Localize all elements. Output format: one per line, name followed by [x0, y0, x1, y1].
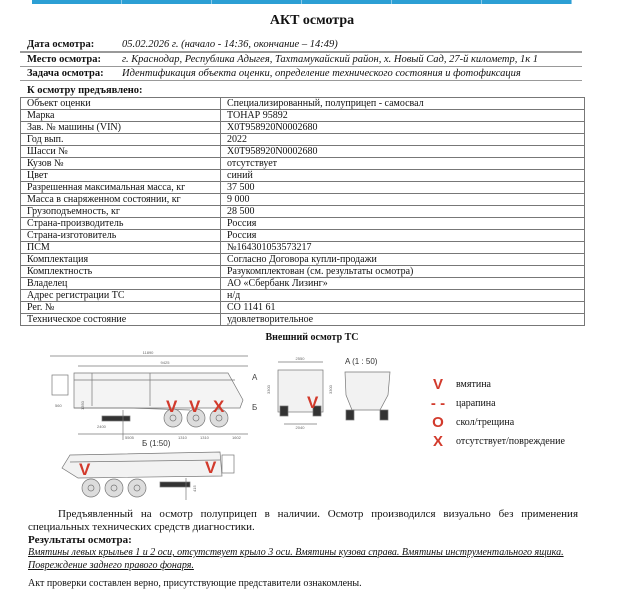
damage-mark-dent-axle1: V [166, 397, 178, 416]
row-value: Россия [221, 230, 585, 242]
row-value: №164301053573217 [221, 242, 585, 254]
table-row [21, 182, 585, 194]
diagram-subtitle: Внешний осмотр ТС [265, 332, 359, 343]
row-value: АО «Сбербанк Лизинг» [221, 278, 585, 290]
row-value: 37 500 [221, 182, 585, 194]
row-value: Разукомплектован (см. результаты осмотра) [221, 266, 585, 278]
legend-label: вмятина [456, 379, 491, 390]
row-value: 28 500 [221, 206, 585, 218]
legend-symbol-icon: O [432, 414, 444, 431]
rear-view [266, 356, 333, 430]
dim-width: 2550 [295, 356, 305, 361]
results-title: Результаты осмотра: [28, 534, 132, 546]
row-label: Рег. № [21, 302, 221, 314]
row-value: Согласно Договора купли-продажи [221, 254, 585, 266]
legend-item [420, 413, 565, 432]
row-label: Кузов № [21, 158, 221, 170]
view-b-label: Б (1:50) [142, 439, 171, 448]
row-value: синий [221, 170, 585, 182]
legend-label: царапина [456, 398, 496, 409]
document-title: АКТ осмотра [269, 13, 355, 28]
row-value: 2022 [221, 134, 585, 146]
dim-front-overhang: 560 [55, 403, 62, 408]
table-row [21, 158, 585, 170]
row-label: ПСМ [21, 242, 221, 254]
table-row [21, 290, 585, 302]
legend-item [420, 375, 565, 394]
dim-axle2: 1310 [200, 435, 209, 440]
row-label: Зав. № машины (VIN) [21, 122, 221, 134]
table-row [21, 278, 585, 290]
task-label: Задача осмотра: [27, 68, 104, 79]
dim-d1: 2400 [97, 424, 106, 429]
row-label: Шасси № [21, 146, 221, 158]
row-label: Комплектация [21, 254, 221, 266]
task-value: Идентификация объекта оценки, определение технического состояния и фотофиксация [122, 68, 521, 79]
row-label: Страна-производитель [21, 218, 221, 230]
header-row-task [20, 67, 582, 81]
row-value: 9 000 [221, 194, 585, 206]
legend-item [420, 394, 565, 413]
table-row [21, 242, 585, 254]
dim-height-2: 3300 [328, 385, 333, 394]
dim-small: 415 [192, 485, 197, 492]
table-row [21, 146, 585, 158]
results-text: Вмятины левых крыльев 1 и 2 оси, отсутствует крыло 3 оси. Вмятины кузова справа. Вмятины инструментального ящика. Повреждение заднего правого фонаря. [28, 547, 564, 571]
table-row [21, 218, 585, 230]
table-row [21, 230, 585, 242]
table-row [21, 302, 585, 314]
dim-body: 9425 [160, 360, 170, 365]
dim-overall: 11890 [142, 350, 154, 355]
view-a-label: A (1 : 50) [345, 357, 378, 366]
row-label: Цвет [21, 170, 221, 182]
row-label: Год вып. [21, 134, 221, 146]
table-row [21, 266, 585, 278]
inspection-header [20, 38, 582, 81]
row-value: X0T958920N0002680 [221, 122, 585, 134]
damage-mark-dent-body-right-2: V [205, 458, 217, 477]
damage-mark-dent-body-right-1: V [79, 460, 91, 479]
row-label: Адрес регистрации ТС [21, 290, 221, 302]
row-value: отсутствует [221, 158, 585, 170]
table-row [21, 194, 585, 206]
row-label: Разрешенная максимальная масса, кг [21, 182, 221, 194]
table-row [21, 206, 585, 218]
legend-item [420, 432, 565, 451]
date-label: Дата осмотра: [27, 39, 95, 50]
date-value: 05.02.2026 г. (начало - 14:36, окончание – 14:49) [122, 39, 338, 50]
row-label: Страна-изготовитель [21, 230, 221, 242]
table-row [21, 110, 585, 122]
legend-symbol-icon: - - [430, 395, 446, 412]
inspection-paragraph: Предъявленный на осмотр полуприцеп в наличии. Осмотр производился визуально без применения специальных технических средств диагностики. [28, 508, 578, 533]
row-label: Комплектность [21, 266, 221, 278]
dim-d2: 5505 [125, 435, 134, 440]
legend-label: скол/трещина [456, 417, 515, 428]
row-value: СО 1141 61 [221, 302, 585, 314]
legend-label: отсутствует/повреждение [456, 436, 565, 447]
side-view [50, 350, 248, 440]
table-row [21, 254, 585, 266]
damage-mark-dent-rear: V [307, 393, 319, 412]
damage-mark-dent-axle2: V [189, 397, 201, 416]
row-label: Техническое состояние [21, 314, 221, 326]
damage-legend [420, 375, 565, 451]
header-row-place [20, 53, 582, 67]
header-row-date [20, 38, 582, 53]
table-row [21, 98, 585, 110]
legend-symbol-icon: X [432, 433, 443, 450]
row-label: Владелец [21, 278, 221, 290]
front-view [345, 372, 390, 420]
place-label: Место осмотра: [27, 54, 102, 65]
footer-note: Акт проверки составлен верно, присутствующие представители ознакомлены. [28, 578, 362, 589]
place-value: г. Краснодар, Республика Адыгея, Тахтамукайский район, х. Новый Сад, 27-й километр, 1к 1 [122, 54, 539, 65]
cropped-table-header [32, 0, 572, 4]
section-title: К осмотру предъявлено: [27, 85, 143, 96]
row-value: удовлетворительное [221, 314, 585, 326]
row-value: X0T958920N0002680 [221, 146, 585, 158]
row-value: Специализированный, полуприцеп - самосвал [221, 98, 585, 110]
damage-mark-missing-axle3: X [213, 397, 225, 416]
dim-track: 2040 [295, 425, 305, 430]
legend-symbol-icon: V [432, 376, 443, 393]
row-value: н/д [221, 290, 585, 302]
row-label: Марка [21, 110, 221, 122]
dim-axle1: 1310 [178, 435, 187, 440]
vehicle-info-table [20, 97, 585, 326]
arrow-b-label: Б [252, 403, 258, 412]
row-value: Россия [221, 218, 585, 230]
dim-height: 3300 [266, 385, 271, 394]
row-label: Объект оценки [21, 98, 221, 110]
dim-h1: 1350 [80, 401, 85, 410]
table-row [21, 122, 585, 134]
table-row [21, 134, 585, 146]
row-label: Грузоподъемность, кг [21, 206, 221, 218]
table-row [21, 170, 585, 182]
arrow-a-label: A [252, 373, 258, 382]
dim-rear: 1602 [232, 435, 241, 440]
row-value: ТОНАР 95892 [221, 110, 585, 122]
row-label: Масса в снаряженном состоянии, кг [21, 194, 221, 206]
table-row [21, 314, 585, 326]
